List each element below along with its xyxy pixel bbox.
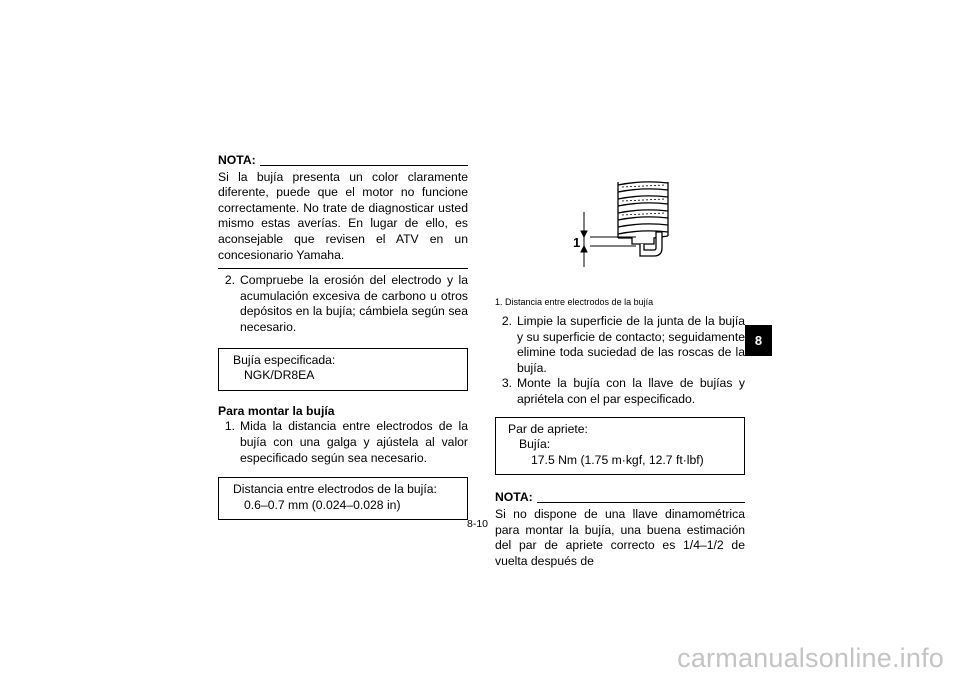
nota-rule (537, 502, 745, 503)
right-column (495, 296, 745, 569)
gap-dimension-marker (581, 212, 636, 267)
section-title: Para montar la bujía (218, 403, 335, 418)
step-text: Monte la bujía con la llave de bujías y apriétela con el par especificado. (517, 376, 745, 406)
step-number: 2. (224, 273, 235, 288)
watermark: carmanualsonline.info (677, 643, 944, 673)
spec-value: NGK/DR8EA (244, 368, 315, 383)
left-column (218, 153, 468, 520)
chapter-tab: 8 (745, 325, 772, 356)
step-number: 3. (501, 376, 512, 391)
callout-number: 1 (573, 235, 581, 250)
step-number: 2. (501, 314, 512, 328)
nota-rule (260, 165, 468, 166)
nota-block (218, 153, 468, 269)
nota-label: NOTA: (495, 490, 533, 505)
torque-spec-box (495, 417, 745, 476)
step-text: Limpie la superficie de la junta de la bujía y su superficie de contacto; seguidamente elimine toda suciedad de las roscas de la bujía. (517, 314, 745, 375)
spec-value: 0.6–0.7 mm (0.024–0.028 in) (244, 497, 401, 512)
spec-label: Bujía especificada: (233, 352, 336, 367)
step-number: 1. (224, 419, 235, 434)
figure-caption: 1. Distancia entre electrodos de la bujía (495, 297, 654, 307)
spark-plug-thread-illustration (618, 182, 668, 256)
spec-sub-label: Bujía: (519, 437, 551, 452)
spec-value: 17.5 Nm (1.75 m·kgf, 12.7 ft·lbf) (531, 452, 704, 467)
electrode-gap-spec-box (218, 477, 468, 520)
spec-label: Distancia entre electrodos de la bujía: (233, 482, 437, 497)
step-text: Compruebe la erosión del electrodo y la acumulación excesiva de carbono u otros depósitos en la bujía; cámbiela según sea necesario. (240, 273, 468, 334)
spark-plug-gap-figure (570, 172, 680, 272)
step-3-install-plug (495, 376, 745, 407)
nota-label: NOTA: (218, 153, 256, 167)
step-2-check-erosion (218, 273, 468, 335)
nota-block-right (495, 490, 745, 569)
nota-text: Si no dispone de una llave dinamométrica para montar la bujía, una buena estimación del par de apriete correcto es 1/4–1/2 de vuelta después de (495, 506, 745, 568)
spark-plug-spec-box (218, 348, 468, 391)
nota-end-rule (218, 268, 468, 269)
spec-label: Par de apriete: (508, 421, 588, 436)
step-2-clean-gasket (495, 314, 745, 376)
step-text: Mida la distancia entre electrodos de la bujía con una galga y ajústela al valor especificado según sea necesario. (240, 419, 468, 465)
nota-text: Si la bujía presenta un color claramente diferente, puede que el motor no funcione correctamente. No trate de diagnosticar usted mismo estas averías. En lugar de ello, es aconsejable que revisen el ATV en un concesionario Yamaha. (218, 169, 468, 262)
page-number: 8-10 (467, 518, 489, 530)
step-1-measure-gap (218, 419, 468, 466)
